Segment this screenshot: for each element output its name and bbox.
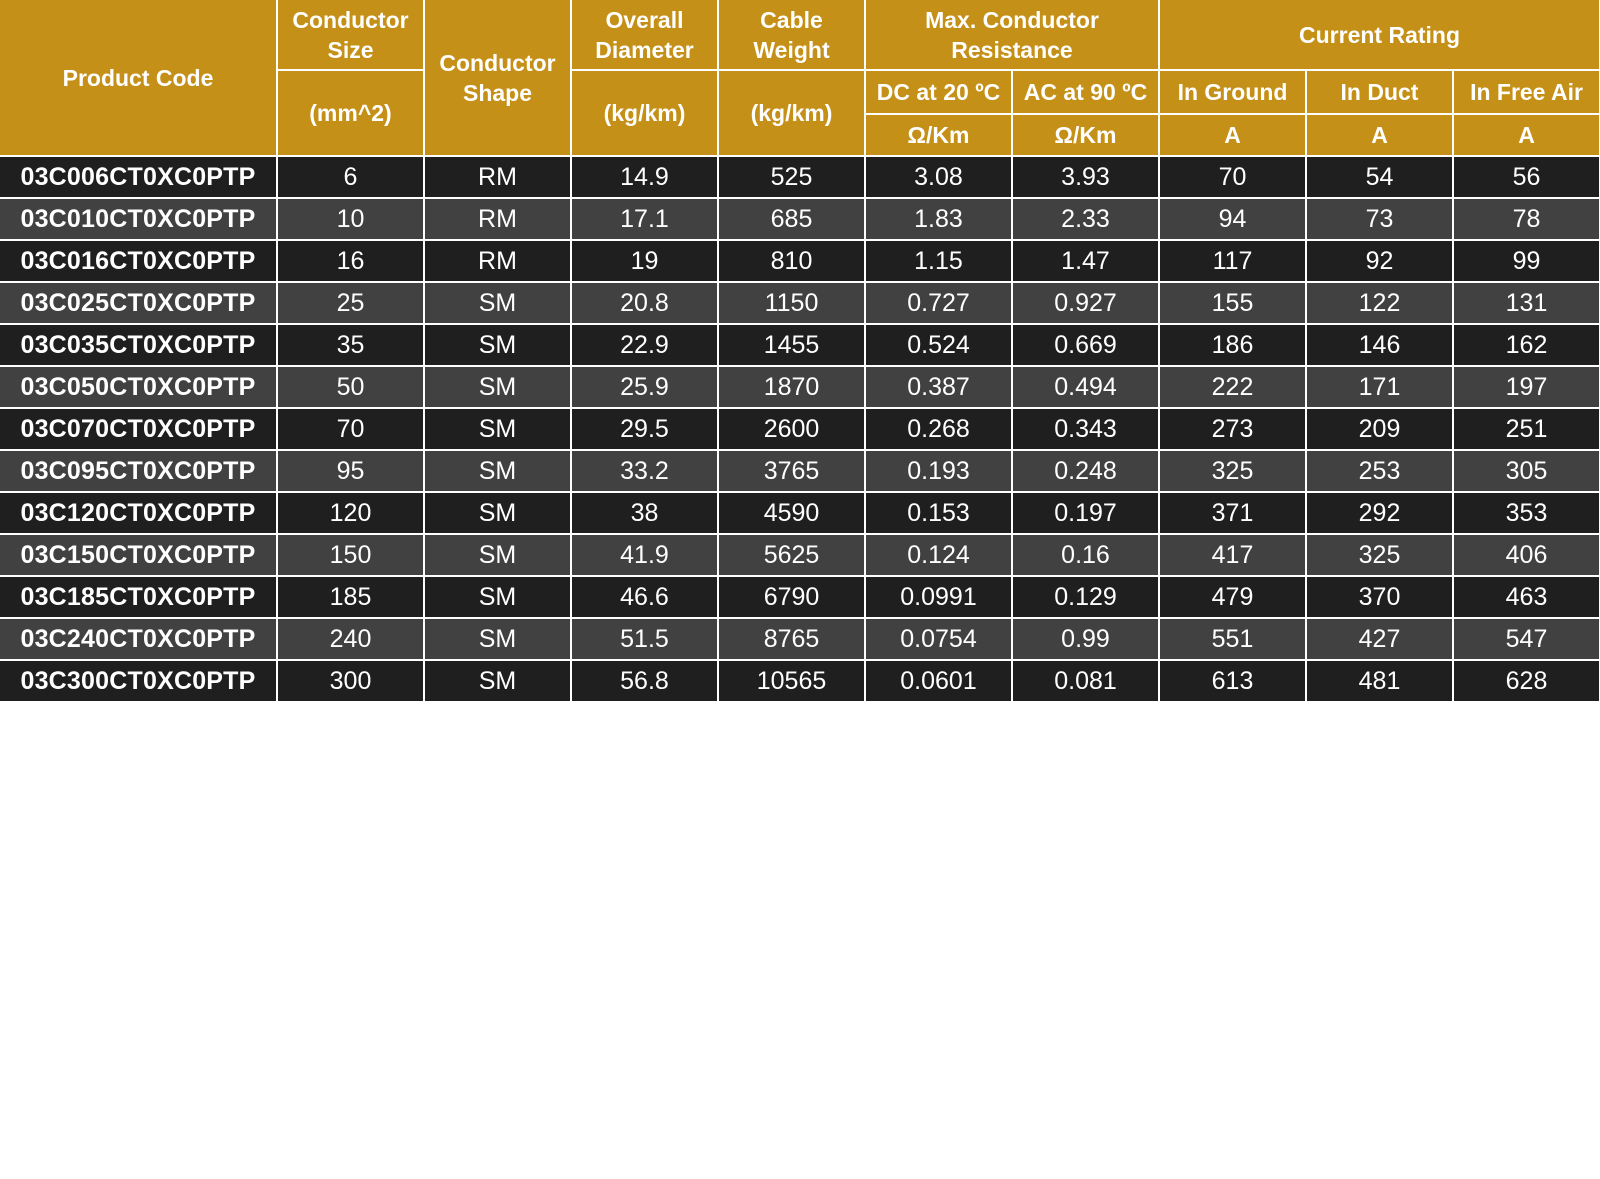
ac-resistance-cell: 0.129 xyxy=(1012,576,1159,618)
overall-diameter-cell: 41.9 xyxy=(571,534,718,576)
header-in-duct-unit: A xyxy=(1306,114,1453,156)
conductor-shape-cell: SM xyxy=(424,492,571,534)
in-duct-cell: 146 xyxy=(1306,324,1453,366)
conductor-size-cell: 300 xyxy=(277,660,424,702)
header-product-code: Product Code xyxy=(0,0,277,156)
dc-resistance-cell: 1.15 xyxy=(865,240,1012,282)
dc-resistance-cell: 0.193 xyxy=(865,450,1012,492)
overall-diameter-cell: 25.9 xyxy=(571,366,718,408)
ac-resistance-cell: 0.927 xyxy=(1012,282,1159,324)
conductor-shape-cell: SM xyxy=(424,282,571,324)
in-free-air-cell: 99 xyxy=(1453,240,1600,282)
overall-diameter-cell: 33.2 xyxy=(571,450,718,492)
cable-weight-cell: 4590 xyxy=(718,492,865,534)
table-row xyxy=(0,618,1600,660)
cable-weight-cell: 1150 xyxy=(718,282,865,324)
in-free-air-cell: 56 xyxy=(1453,156,1600,198)
conductor-shape-cell: SM xyxy=(424,450,571,492)
conductor-size-cell: 70 xyxy=(277,408,424,450)
dc-resistance-cell: 0.387 xyxy=(865,366,1012,408)
product-code-cell: 03C095CT0XC0PTP xyxy=(0,450,277,492)
in-ground-cell: 371 xyxy=(1159,492,1306,534)
header-ac-unit: Ω/Km xyxy=(1012,114,1159,156)
in-free-air-cell: 78 xyxy=(1453,198,1600,240)
table-row xyxy=(0,576,1600,618)
conductor-size-cell: 95 xyxy=(277,450,424,492)
product-code-cell: 03C050CT0XC0PTP xyxy=(0,366,277,408)
ac-resistance-cell: 0.494 xyxy=(1012,366,1159,408)
table-row xyxy=(0,156,1600,198)
conductor-shape-cell: RM xyxy=(424,156,571,198)
conductor-size-cell: 50 xyxy=(277,366,424,408)
in-ground-cell: 273 xyxy=(1159,408,1306,450)
header-current-rating: Current Rating xyxy=(1159,0,1600,70)
overall-diameter-cell: 22.9 xyxy=(571,324,718,366)
in-free-air-cell: 305 xyxy=(1453,450,1600,492)
header-ac-at-90: AC at 90 ºC xyxy=(1012,70,1159,114)
table-row xyxy=(0,660,1600,702)
in-duct-cell: 253 xyxy=(1306,450,1453,492)
cable-weight-cell: 810 xyxy=(718,240,865,282)
cable-weight-cell: 6790 xyxy=(718,576,865,618)
cable-weight-cell: 1455 xyxy=(718,324,865,366)
header-cable-weight: Cable Weight xyxy=(718,0,865,70)
in-duct-cell: 122 xyxy=(1306,282,1453,324)
header-cable-weight-unit: (kg/km) xyxy=(718,70,865,156)
in-duct-cell: 209 xyxy=(1306,408,1453,450)
conductor-size-cell: 35 xyxy=(277,324,424,366)
in-free-air-cell: 463 xyxy=(1453,576,1600,618)
cable-weight-cell: 3765 xyxy=(718,450,865,492)
overall-diameter-cell: 38 xyxy=(571,492,718,534)
in-free-air-cell: 131 xyxy=(1453,282,1600,324)
product-code-cell: 03C150CT0XC0PTP xyxy=(0,534,277,576)
conductor-shape-cell: SM xyxy=(424,534,571,576)
cable-weight-cell: 10565 xyxy=(718,660,865,702)
in-duct-cell: 370 xyxy=(1306,576,1453,618)
overall-diameter-cell: 14.9 xyxy=(571,156,718,198)
ac-resistance-cell: 0.197 xyxy=(1012,492,1159,534)
in-free-air-cell: 251 xyxy=(1453,408,1600,450)
header-overall-diameter: Overall Diameter xyxy=(571,0,718,70)
in-free-air-cell: 162 xyxy=(1453,324,1600,366)
ac-resistance-cell: 0.99 xyxy=(1012,618,1159,660)
header-conductor-size-unit: (mm^2) xyxy=(277,70,424,156)
header-dc-unit: Ω/Km xyxy=(865,114,1012,156)
in-ground-cell: 117 xyxy=(1159,240,1306,282)
conductor-size-cell: 150 xyxy=(277,534,424,576)
conductor-size-cell: 185 xyxy=(277,576,424,618)
conductor-size-cell: 25 xyxy=(277,282,424,324)
in-duct-cell: 54 xyxy=(1306,156,1453,198)
ac-resistance-cell: 0.16 xyxy=(1012,534,1159,576)
in-ground-cell: 186 xyxy=(1159,324,1306,366)
dc-resistance-cell: 0.0754 xyxy=(865,618,1012,660)
dc-resistance-cell: 0.524 xyxy=(865,324,1012,366)
header-in-ground: In Ground xyxy=(1159,70,1306,114)
product-code-cell: 03C025CT0XC0PTP xyxy=(0,282,277,324)
in-ground-cell: 613 xyxy=(1159,660,1306,702)
overall-diameter-cell: 29.5 xyxy=(571,408,718,450)
in-free-air-cell: 547 xyxy=(1453,618,1600,660)
cable-weight-cell: 1870 xyxy=(718,366,865,408)
ac-resistance-cell: 0.081 xyxy=(1012,660,1159,702)
table-row xyxy=(0,198,1600,240)
conductor-shape-cell: SM xyxy=(424,618,571,660)
overall-diameter-cell: 46.6 xyxy=(571,576,718,618)
in-ground-cell: 551 xyxy=(1159,618,1306,660)
cable-weight-cell: 2600 xyxy=(718,408,865,450)
conductor-size-cell: 6 xyxy=(277,156,424,198)
in-duct-cell: 427 xyxy=(1306,618,1453,660)
in-free-air-cell: 197 xyxy=(1453,366,1600,408)
in-ground-cell: 70 xyxy=(1159,156,1306,198)
in-ground-cell: 222 xyxy=(1159,366,1306,408)
header-in-duct: In Duct xyxy=(1306,70,1453,114)
in-ground-cell: 479 xyxy=(1159,576,1306,618)
product-code-cell: 03C300CT0XC0PTP xyxy=(0,660,277,702)
dc-resistance-cell: 0.268 xyxy=(865,408,1012,450)
product-code-cell: 03C016CT0XC0PTP xyxy=(0,240,277,282)
header-dc-at-20: DC at 20 ºC xyxy=(865,70,1012,114)
header-max-conductor-resistance: Max. Conductor Resistance xyxy=(865,0,1159,70)
in-duct-cell: 292 xyxy=(1306,492,1453,534)
product-code-cell: 03C185CT0XC0PTP xyxy=(0,576,277,618)
conductor-shape-cell: SM xyxy=(424,576,571,618)
header-in-ground-unit: A xyxy=(1159,114,1306,156)
in-ground-cell: 94 xyxy=(1159,198,1306,240)
header-conductor-shape: Conductor Shape xyxy=(424,0,571,156)
dc-resistance-cell: 3.08 xyxy=(865,156,1012,198)
overall-diameter-cell: 19 xyxy=(571,240,718,282)
ac-resistance-cell: 2.33 xyxy=(1012,198,1159,240)
conductor-shape-cell: RM xyxy=(424,198,571,240)
table-row xyxy=(0,282,1600,324)
in-duct-cell: 73 xyxy=(1306,198,1453,240)
ac-resistance-cell: 0.248 xyxy=(1012,450,1159,492)
table-row xyxy=(0,324,1600,366)
conductor-size-cell: 10 xyxy=(277,198,424,240)
product-code-cell: 03C035CT0XC0PTP xyxy=(0,324,277,366)
in-ground-cell: 417 xyxy=(1159,534,1306,576)
dc-resistance-cell: 0.124 xyxy=(865,534,1012,576)
conductor-size-cell: 240 xyxy=(277,618,424,660)
overall-diameter-cell: 51.5 xyxy=(571,618,718,660)
in-free-air-cell: 406 xyxy=(1453,534,1600,576)
conductor-size-cell: 16 xyxy=(277,240,424,282)
in-ground-cell: 155 xyxy=(1159,282,1306,324)
ac-resistance-cell: 3.93 xyxy=(1012,156,1159,198)
cable-weight-cell: 5625 xyxy=(718,534,865,576)
product-code-cell: 03C010CT0XC0PTP xyxy=(0,198,277,240)
table-row xyxy=(0,366,1600,408)
conductor-shape-cell: SM xyxy=(424,408,571,450)
in-ground-cell: 325 xyxy=(1159,450,1306,492)
header-in-free-air: In Free Air xyxy=(1453,70,1600,114)
table-row xyxy=(0,450,1600,492)
table-row xyxy=(0,492,1600,534)
in-free-air-cell: 628 xyxy=(1453,660,1600,702)
ac-resistance-cell: 0.669 xyxy=(1012,324,1159,366)
overall-diameter-cell: 20.8 xyxy=(571,282,718,324)
overall-diameter-cell: 17.1 xyxy=(571,198,718,240)
conductor-shape-cell: SM xyxy=(424,366,571,408)
conductor-shape-cell: RM xyxy=(424,240,571,282)
overall-diameter-cell: 56.8 xyxy=(571,660,718,702)
cable-weight-cell: 8765 xyxy=(718,618,865,660)
dc-resistance-cell: 0.727 xyxy=(865,282,1012,324)
header-in-free-air-unit: A xyxy=(1453,114,1600,156)
header-conductor-size: Conductor Size xyxy=(277,0,424,70)
cable-weight-cell: 525 xyxy=(718,156,865,198)
ac-resistance-cell: 1.47 xyxy=(1012,240,1159,282)
dc-resistance-cell: 0.0991 xyxy=(865,576,1012,618)
cable-weight-cell: 685 xyxy=(718,198,865,240)
in-duct-cell: 171 xyxy=(1306,366,1453,408)
product-code-cell: 03C006CT0XC0PTP xyxy=(0,156,277,198)
table-row xyxy=(0,408,1600,450)
table-body xyxy=(0,156,1600,702)
conductor-shape-cell: SM xyxy=(424,324,571,366)
in-free-air-cell: 353 xyxy=(1453,492,1600,534)
table-row xyxy=(0,240,1600,282)
dc-resistance-cell: 1.83 xyxy=(865,198,1012,240)
product-code-cell: 03C240CT0XC0PTP xyxy=(0,618,277,660)
ac-resistance-cell: 0.343 xyxy=(1012,408,1159,450)
table-row xyxy=(0,534,1600,576)
product-code-cell: 03C070CT0XC0PTP xyxy=(0,408,277,450)
in-duct-cell: 92 xyxy=(1306,240,1453,282)
dc-resistance-cell: 0.0601 xyxy=(865,660,1012,702)
dc-resistance-cell: 0.153 xyxy=(865,492,1012,534)
table-header xyxy=(0,0,1600,156)
product-code-cell: 03C120CT0XC0PTP xyxy=(0,492,277,534)
header-overall-diameter-unit: (kg/km) xyxy=(571,70,718,156)
in-duct-cell: 481 xyxy=(1306,660,1453,702)
conductor-size-cell: 120 xyxy=(277,492,424,534)
conductor-shape-cell: SM xyxy=(424,660,571,702)
in-duct-cell: 325 xyxy=(1306,534,1453,576)
